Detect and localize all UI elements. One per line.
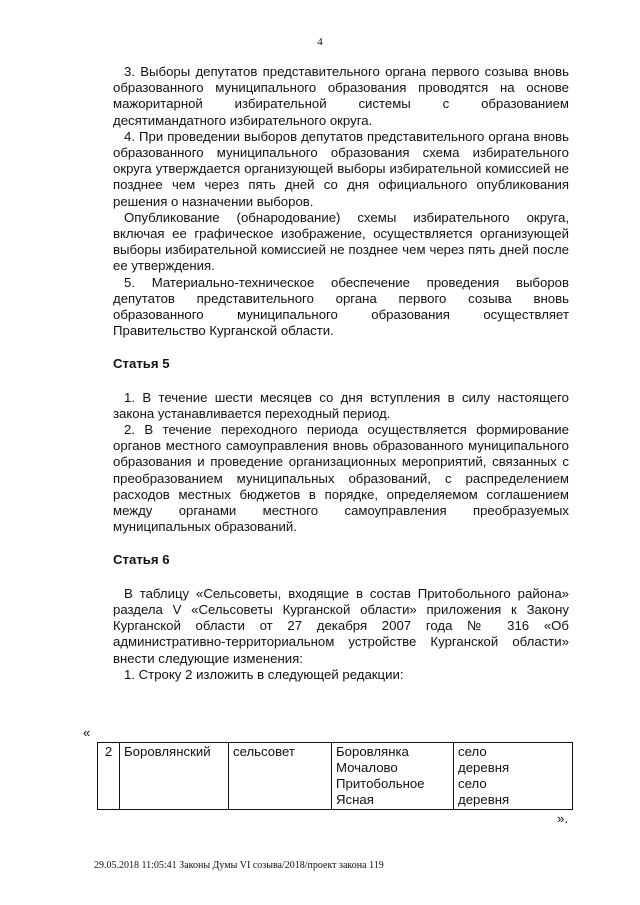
- amendment-table: [97, 742, 573, 810]
- selsovet-name-cell: Боровлянский: [120, 743, 229, 810]
- article-5-title: Статья 5: [113, 356, 170, 372]
- quote-close: ».: [557, 811, 568, 826]
- paragraph-5: 5. Материально-техническое обеспечение проведения выборов депутатов представительного органа первого созыва вновь образованного муниципального образования осуществляет Правительство Курганской области.: [113, 274, 569, 339]
- settlement-name: Притобольное: [336, 776, 425, 791]
- settlement-type: село: [458, 776, 487, 791]
- settlement-type: деревня: [458, 792, 510, 807]
- paragraph-4: 4. При проведении выборов депутатов представительного органа вновь образованного муниципального образования схема избирательного округа утверждается организующей выборы избирательной комиссией не позднее чем через пять дней со дня официального опубликования решения о назначении выборов.: [113, 128, 569, 209]
- quote-open: «: [83, 725, 91, 740]
- settlements-cell: [332, 743, 454, 810]
- footer-path: 29.05.2018 11:05:41 Законы Думы VI созыва/2018/проект закона 119: [94, 860, 384, 871]
- article-6-title: Статья 6: [113, 552, 170, 568]
- article-5-paragraph-2: 2. В течение переходного периода осуществляется формирование органов местного самоуправления вновь образованного муниципального образования и проведение организационных мероприятий, связанных с преобразованием муниципальных образований, с распределением расходов местных бюджетов в порядке, определяемом соглашением между органами местного самоуправления преобразуемых муниципальных образований.: [113, 422, 569, 535]
- document-body: [113, 64, 569, 683]
- entity-type-cell: сельсовет: [229, 743, 332, 810]
- settlement-type: село: [458, 744, 487, 759]
- page-number: 4: [317, 36, 323, 48]
- article-6-paragraph-1: В таблицу «Сельсоветы, входящие в состав Притобольного района» раздела V «Сельсоветы Курганской области» приложения к Закону Курганской области от 27 декабря 2007 года № 316 «Об административно-территориальном устройстве Курганской области» внести следующие изменения:: [113, 585, 569, 666]
- settlement-type: деревня: [458, 760, 510, 775]
- table-row: [98, 743, 573, 810]
- settlement-name: Боровлянка: [336, 744, 409, 759]
- row-number-cell: 2: [98, 743, 120, 810]
- paragraph-publication: Опубликование (обнародование) схемы избирательного округа, включая ее графическое изображение, осуществляется организующей выборы избирательной комиссией не позднее чем через пять дней после ее утверждения.: [113, 209, 569, 274]
- settlement-types-cell: [454, 743, 573, 810]
- article-6-paragraph-2: 1. Строку 2 изложить в следующей редакции:: [124, 666, 404, 682]
- settlement-name: Ясная: [336, 792, 374, 807]
- paragraph-3: 3. Выборы депутатов представительного органа первого созыва вновь образованного муниципального образования проводятся на основе мажоритарной избирательной системы с образованием десятимандатного избирательного округа.: [113, 64, 569, 128]
- article-5-paragraph-1: 1. В течение шести месяцев со дня вступления в силу настоящего закона устанавливается переходный период.: [113, 389, 569, 421]
- settlement-name: Мочалово: [336, 760, 398, 775]
